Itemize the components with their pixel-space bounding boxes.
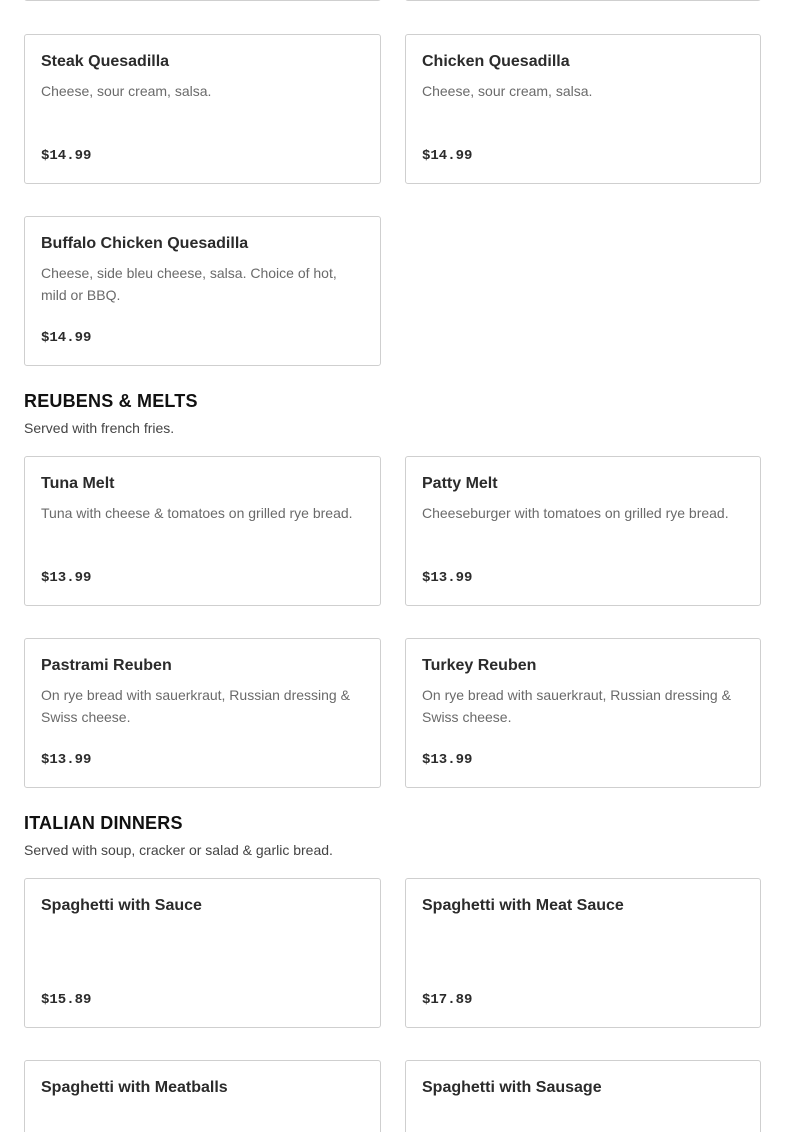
section-title-reubens-melts: REUBENS & MELTS (24, 391, 198, 411)
menu-item-patty-melt[interactable] (405, 456, 761, 606)
item-name: Tuna Melt (41, 475, 115, 492)
menu-item-steak-quesadilla[interactable] (24, 34, 381, 184)
menu-item-spaghetti-with-sauce[interactable] (24, 878, 381, 1028)
menu-item-tuna-melt[interactable] (24, 456, 381, 606)
item-description: On rye bread with sauerkraut, Russian dressing & Swiss cheese. (422, 687, 731, 725)
item-price: $14.99 (422, 148, 473, 164)
item-price: $17.89 (422, 992, 473, 1008)
item-name: Steak Quesadilla (41, 53, 170, 70)
menu-item-spaghetti-with-meatballs[interactable] (24, 1060, 381, 1132)
section-title-italian-dinners: ITALIAN DINNERS (24, 813, 183, 833)
item-price: $13.99 (41, 570, 92, 586)
item-description: On rye bread with sauerkraut, Russian dressing & Swiss cheese. (41, 687, 350, 725)
menu-item-spaghetti-with-meat-sauce[interactable] (405, 878, 761, 1028)
item-price: $15.89 (41, 992, 92, 1008)
menu-item-chicken-quesadilla[interactable] (405, 34, 761, 184)
item-price: $14.99 (41, 148, 92, 164)
menu-item-spaghetti-with-sausage[interactable] (405, 1060, 761, 1132)
item-name: Spaghetti with Sauce (41, 897, 202, 914)
item-description: Cheeseburger with tomatoes on grilled rye bread. (422, 505, 729, 521)
menu-item-buffalo-chicken-quesadilla[interactable] (24, 216, 381, 366)
item-price: $13.99 (422, 570, 473, 586)
section-subtitle-reubens-melts: Served with french fries. (24, 420, 175, 436)
item-name: Buffalo Chicken Quesadilla (41, 235, 249, 252)
section-subtitle-italian-dinners: Served with soup, cracker or salad & garlic bread. (24, 842, 333, 858)
item-name: Turkey Reuben (422, 657, 537, 674)
item-price: $14.99 (41, 330, 92, 346)
menu-item-card[interactable] (405, 0, 761, 1)
menu-item-turkey-reuben[interactable] (405, 638, 761, 788)
item-price: $13.99 (422, 752, 473, 768)
item-description: Tuna with cheese & tomatoes on grilled rye bread. (41, 505, 353, 521)
item-price: $13.99 (41, 752, 92, 768)
item-description: Cheese, sour cream, salsa. (422, 83, 593, 99)
menu-item-card[interactable] (24, 0, 381, 1)
item-name: Spaghetti with Sausage (422, 1079, 602, 1096)
item-name: Patty Melt (422, 475, 498, 492)
item-name: Pastrami Reuben (41, 657, 172, 674)
menu-item-pastrami-reuben[interactable] (24, 638, 381, 788)
item-name: Spaghetti with Meat Sauce (422, 897, 624, 914)
item-description: Cheese, side bleu cheese, salsa. Choice of hot, mild or BBQ. (41, 265, 337, 303)
item-name: Chicken Quesadilla (422, 53, 570, 70)
item-description: Cheese, sour cream, salsa. (41, 83, 212, 99)
item-name: Spaghetti with Meatballs (41, 1079, 228, 1096)
